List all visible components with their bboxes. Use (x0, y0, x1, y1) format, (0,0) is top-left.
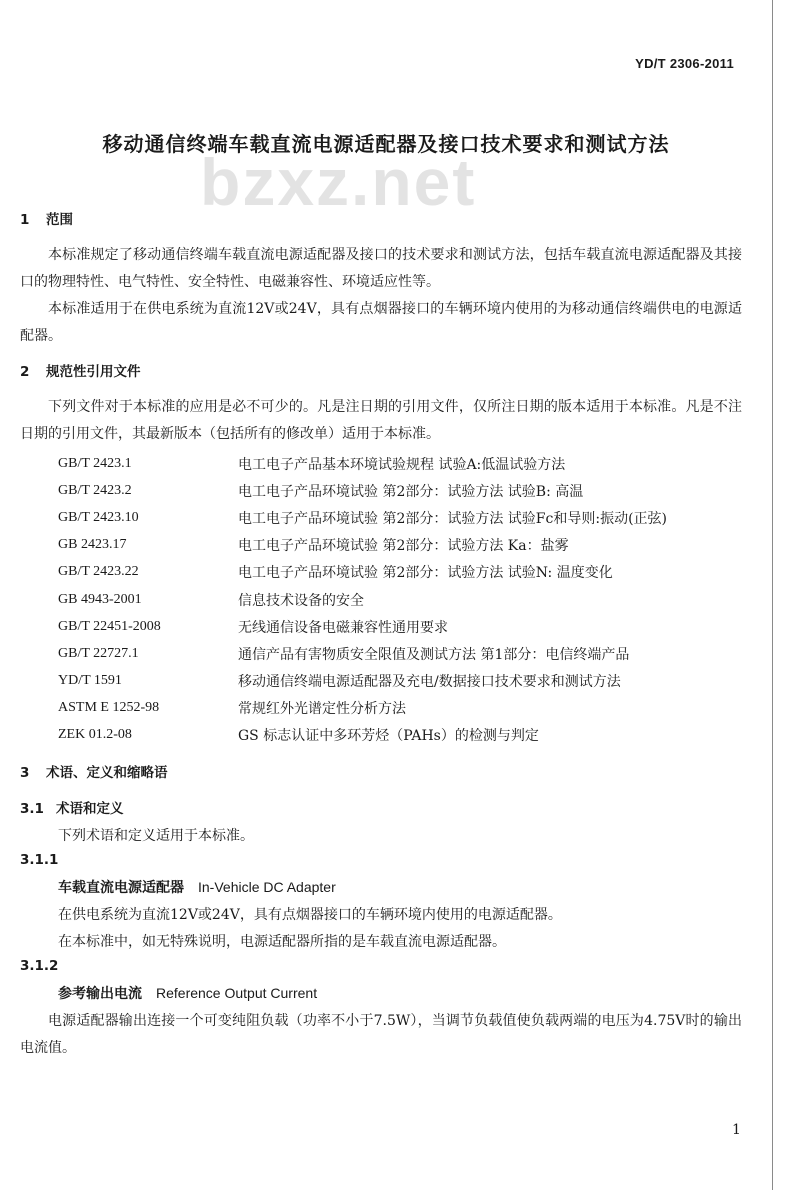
reference-code: GB 4943-2001 (58, 591, 142, 607)
reference-code: GB 2423.17 (58, 537, 127, 553)
section-1-heading (20, 208, 742, 228)
term-number: 3.1.1 (20, 852, 59, 869)
document-title: 移动通信终端车载直流电源适配器及接口技术要求和测试方法 (102, 132, 670, 156)
reference-code: ZEK 01.2-08 (58, 727, 132, 743)
subsection-number: 3.1 (20, 801, 44, 818)
paragraph: 下列术语和定义适用于本标准。 (58, 828, 254, 845)
watermark: bzxz.net (200, 145, 477, 219)
paragraph: 下列文件对于本标准的应用是必不可少的。凡是注日期的引用文件，仅所注日期的版本适用于本标准。凡是不注日期的引用文件，其最新版本（包括所有的修改单）适用于本标准。 (20, 399, 742, 442)
reference-code: ASTM E 1252-98 (58, 700, 160, 716)
reference-code: GB/T 2423.10 (58, 509, 139, 525)
standard-code: YD/T 2306-2011 (635, 56, 734, 71)
reference-item (20, 450, 742, 477)
reference-item (20, 640, 742, 667)
reference-item (20, 695, 742, 722)
reference-code: GB/T 2423.2 (58, 482, 132, 498)
subsection-heading (20, 797, 742, 817)
page-edge-line (772, 0, 773, 1190)
reference-item (20, 613, 742, 640)
reference-title: 电工电子产品环境试验 第2部分：试验方法 试验Fc和导则:振动(正弦) (238, 510, 668, 527)
subsection-title: 术语和定义 (56, 801, 124, 818)
reference-code: GB/T 2423.22 (58, 564, 139, 580)
section-title: 规范性引用文件 (46, 364, 141, 380)
reference-title: 电工电子产品环境试验 第2部分：试验方法 试验B: 高温 (238, 483, 584, 500)
section-title: 范围 (46, 212, 73, 228)
reference-item (20, 504, 742, 531)
reference-title: 通信产品有害物质安全限值及测试方法 第1部分：电信终端产品 (238, 646, 630, 663)
page-number: 1 (732, 1122, 741, 1138)
term-note: 在本标准中，如无特殊说明，电源适配器所指的是车载直流电源适配器。 (58, 934, 506, 951)
reference-title: 信息技术设备的安全 (238, 592, 364, 609)
term-number: 3.1.2 (20, 958, 59, 975)
reference-title: GS 标志认证中多环芳烃（PAHs）的检测与判定 (238, 728, 539, 745)
section-2-heading (20, 360, 742, 380)
reference-title: 电工电子产品基本环境试验规程 试验A:低温试验方法 (238, 456, 566, 473)
reference-title: 电工电子产品环境试验 第2部分：试验方法 试验N: 温度变化 (238, 565, 613, 582)
term-definition: 在供电系统为直流12V或24V，具有点烟器接口的车辆环境内使用的电源适配器。 (58, 907, 562, 924)
reference-title: 常规红外光谱定性分析方法 (238, 701, 406, 718)
term-heading (20, 980, 742, 1008)
section-3-heading (20, 761, 742, 781)
reference-title: 电工电子产品环境试验 第2部分：试验方法 Ka：盐雾 (238, 538, 569, 555)
paragraph: 本标准适用于在供电系统为直流12V或24V，具有点烟器接口的车辆环境内使用的为移动通信终端供电的电源适配器。 (20, 301, 742, 344)
reference-item (20, 722, 742, 749)
reference-item (20, 477, 742, 504)
section-number: 1 (20, 212, 30, 228)
term-en: In-Vehicle DC Adapter (198, 879, 336, 896)
section-number: 2 (20, 364, 30, 380)
reference-item (20, 532, 742, 559)
reference-list (20, 450, 742, 749)
reference-item (20, 668, 742, 695)
term-en: Reference Output Current (156, 985, 318, 1002)
term-definition: 电源适配器输出连接一个可变纯阻负载（功率不小于7.5W），当调节负载值使负载两端的电压为4.75V时的输出电流值。 (20, 1013, 742, 1057)
term-cn: 车载直流电源适配器 (58, 880, 184, 897)
paragraph: 本标准规定了移动通信终端车载直流电源适配器及接口的技术要求和测试方法，包括车载直流电源适配器及其接口的物理特性、电气特性、安全特性、电磁兼容性、环境适应性等。 (20, 247, 742, 290)
reference-title: 移动通信终端电源适配器及充电/数据接口技术要求和测试方法 (238, 674, 621, 691)
term-heading (20, 874, 742, 902)
reference-item (20, 586, 742, 613)
reference-code: GB/T 22451-2008 (58, 618, 161, 634)
term-cn: 参考输出电流 (58, 986, 142, 1003)
reference-title: 无线通信设备电磁兼容性通用要求 (238, 619, 448, 636)
section-number: 3 (20, 765, 30, 782)
reference-code: GB/T 22727.1 (58, 645, 139, 661)
reference-item (20, 559, 742, 586)
section-title: 术语、定义和缩略语 (46, 765, 168, 782)
document-body (20, 202, 742, 1062)
reference-code: YD/T 1591 (58, 673, 122, 689)
reference-code: GB/T 2423.1 (58, 455, 132, 471)
